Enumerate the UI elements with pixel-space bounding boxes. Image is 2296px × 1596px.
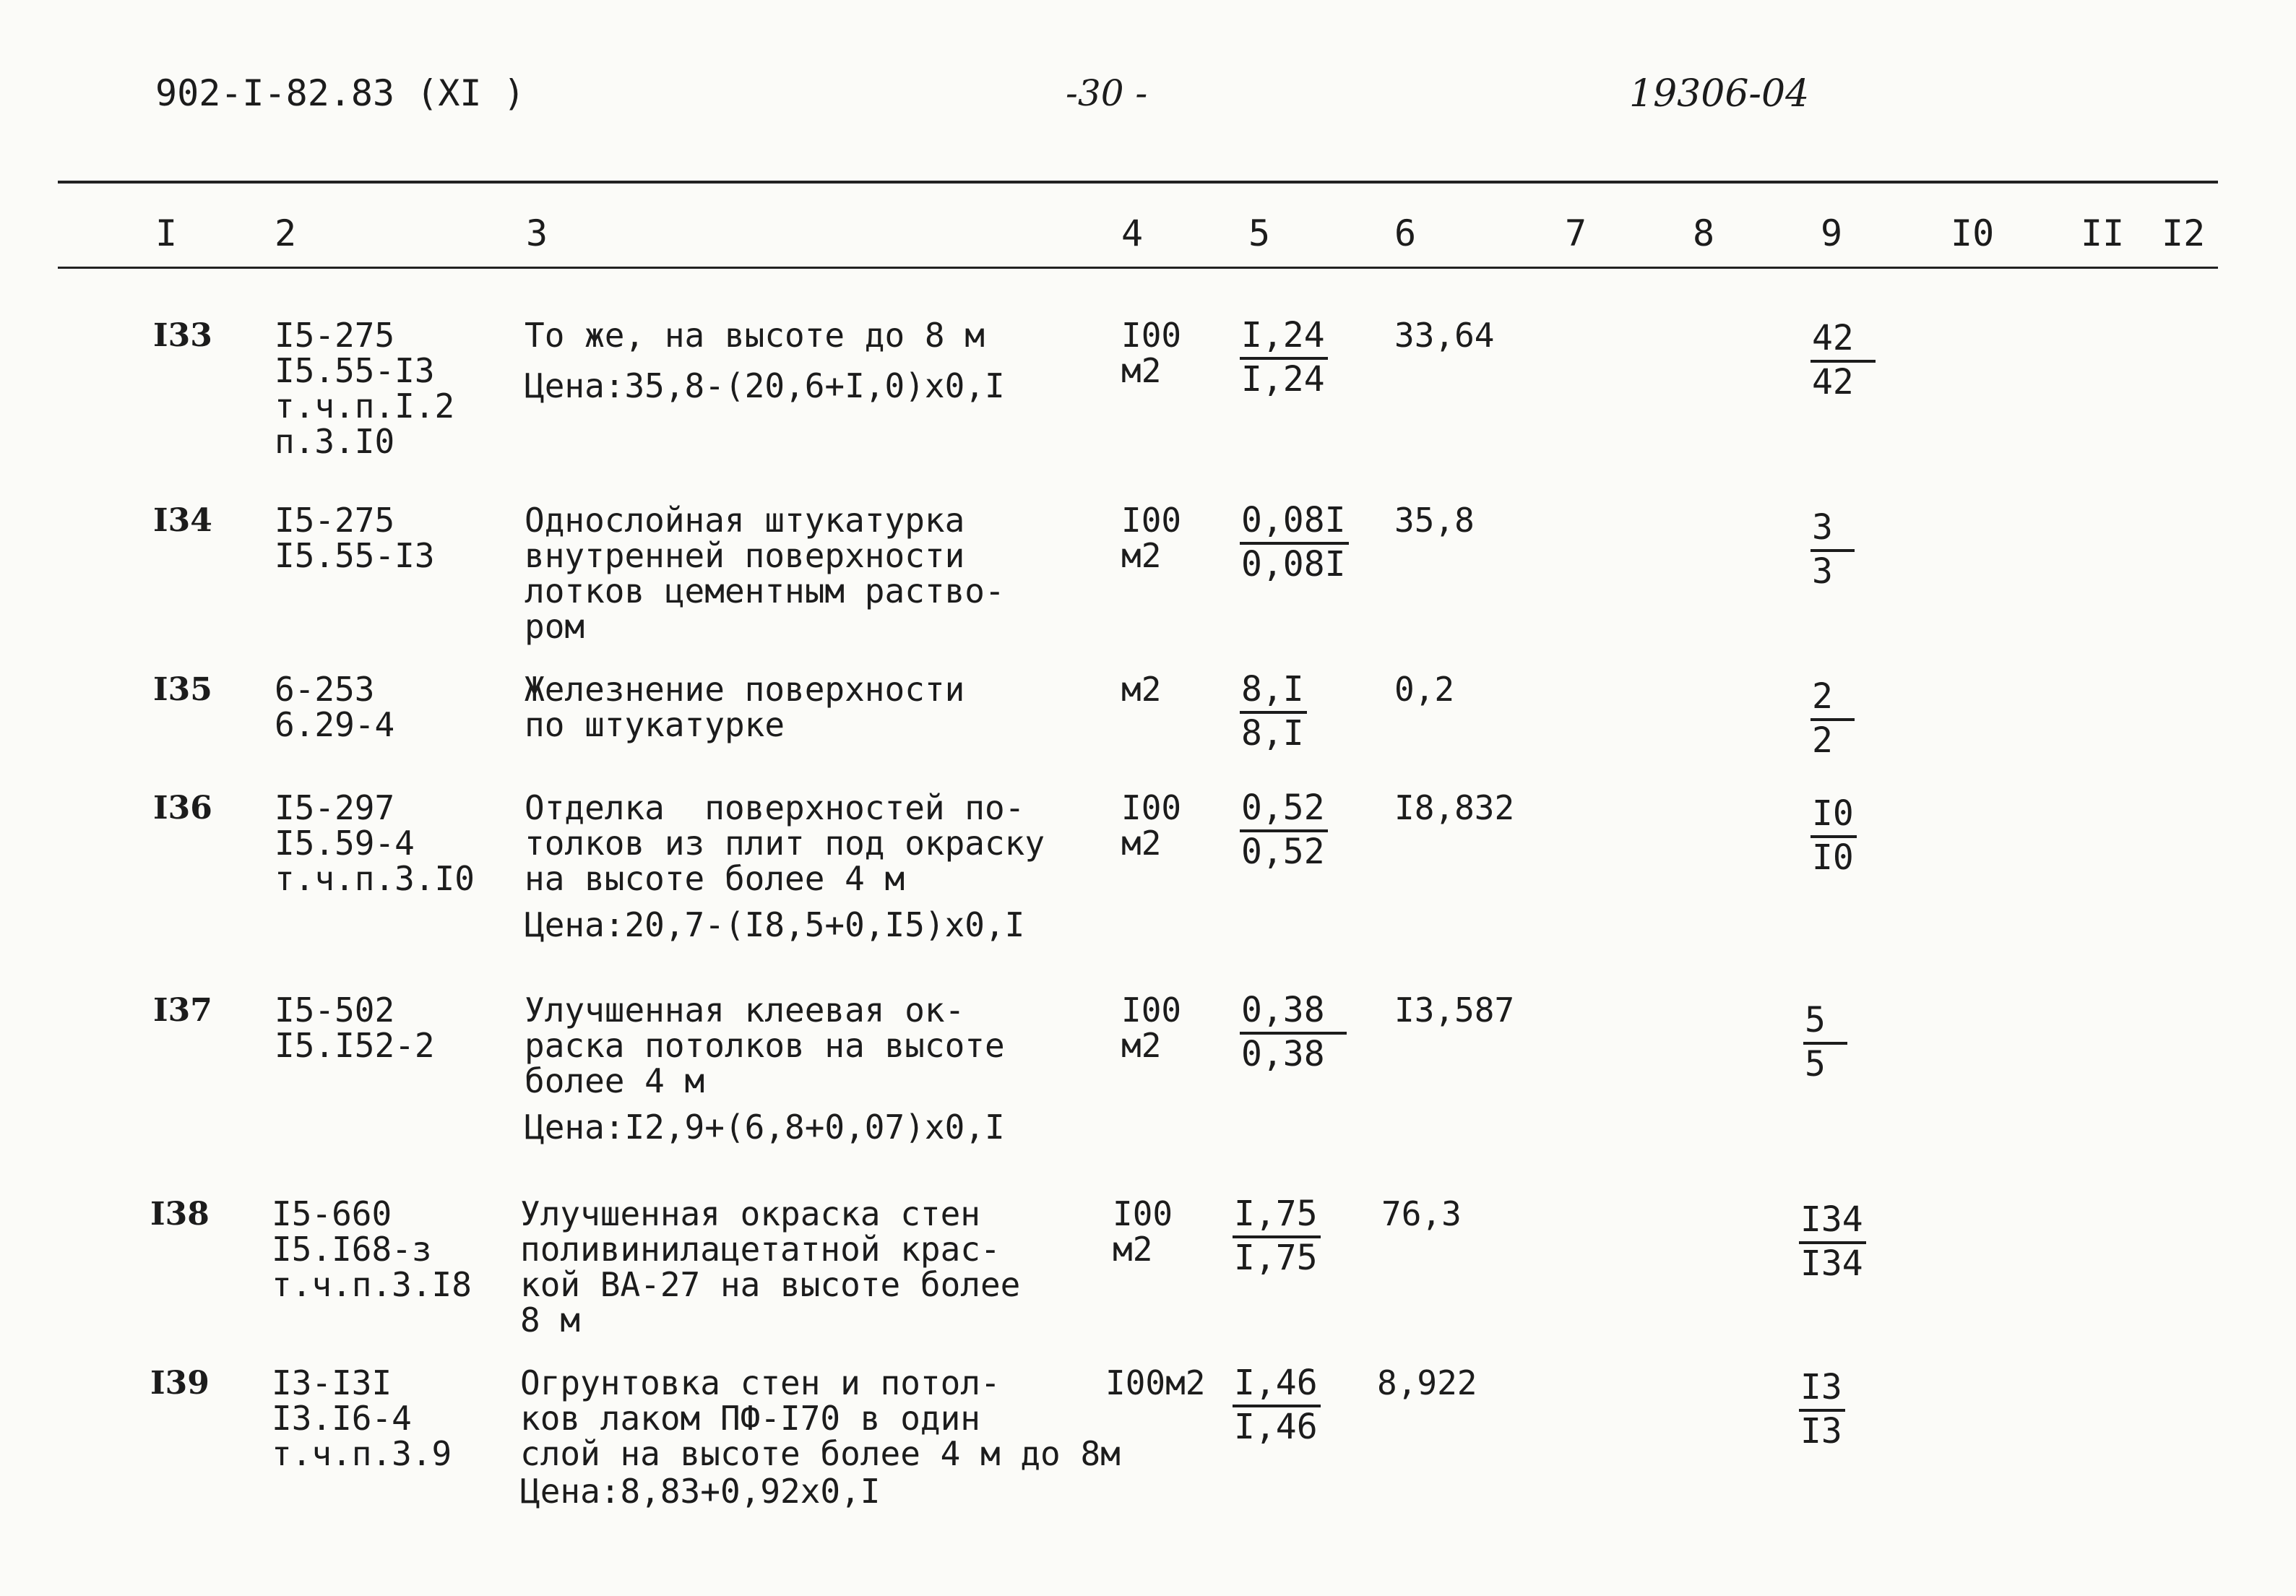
page-number: -30 - bbox=[1066, 72, 1148, 114]
col9-bottom: I0 bbox=[1812, 837, 1854, 878]
quantity-top: 0,08I bbox=[1240, 501, 1349, 545]
quantity-top: 0,52 bbox=[1240, 789, 1328, 832]
unit-value: 35,8 bbox=[1394, 501, 1475, 540]
unit: I00 м2 bbox=[1121, 316, 1182, 390]
unit-value: I3,587 bbox=[1394, 991, 1515, 1030]
row-number: I33 bbox=[153, 317, 212, 354]
row-number: I36 bbox=[153, 790, 212, 827]
row-number: I37 bbox=[153, 992, 212, 1029]
col9-top: I34 bbox=[1799, 1201, 1866, 1244]
unit-value: I8,832 bbox=[1394, 788, 1515, 827]
table-top-rule bbox=[58, 181, 2218, 184]
price-formula: Цена:8,83+0,92x0,I bbox=[520, 1472, 881, 1511]
col9-bottom: 2 bbox=[1812, 720, 1833, 761]
document-number: 19306-04 bbox=[1629, 72, 1810, 116]
col9-top: 3 bbox=[1811, 509, 1855, 552]
unit: I00 м2 bbox=[1121, 788, 1182, 863]
quantity-bottom: 0,38 bbox=[1241, 1034, 1325, 1074]
work-description: То же, на высоте до 8 м bbox=[525, 316, 985, 355]
quantity-fraction bbox=[1233, 1194, 1321, 1277]
norm-codes: I5-275 I5.55-I3 т.ч.п.I.2 п.3.I0 bbox=[275, 316, 455, 461]
column-header-rule bbox=[58, 267, 2218, 269]
unit: I00 м2 bbox=[1113, 1194, 1173, 1269]
document-code: 902-I-82.83 (XI ) bbox=[155, 72, 525, 114]
unit-value: 76,3 bbox=[1381, 1194, 1462, 1233]
quantity-fraction bbox=[1233, 1363, 1321, 1446]
quantity-bottom: I,75 bbox=[1234, 1238, 1318, 1278]
quantity-fraction bbox=[1240, 315, 1328, 399]
unit: I00м2 bbox=[1105, 1363, 1206, 1402]
col9-bottom: I34 bbox=[1800, 1243, 1863, 1284]
col9-fraction bbox=[1811, 318, 1876, 402]
quantity-fraction bbox=[1240, 500, 1349, 584]
col9-fraction bbox=[1799, 1367, 1845, 1451]
column-number: 4 bbox=[1121, 212, 1144, 254]
quantity-top: I,46 bbox=[1233, 1364, 1321, 1407]
col9-bottom: I3 bbox=[1800, 1411, 1842, 1452]
quantity-top: I,24 bbox=[1240, 316, 1328, 360]
col9-bottom: 5 bbox=[1805, 1044, 1826, 1084]
col9-top: 5 bbox=[1803, 1001, 1847, 1045]
quantity-fraction bbox=[1240, 990, 1347, 1074]
quantity-bottom: I,46 bbox=[1234, 1407, 1318, 1447]
column-number: 6 bbox=[1394, 212, 1417, 254]
row-number: I38 bbox=[150, 1196, 210, 1233]
column-number: 7 bbox=[1565, 212, 1587, 254]
col9-top: 2 bbox=[1811, 678, 1855, 721]
work-description: Отделка поверхностей по- толков из плит под окраску на высоте более 4 м bbox=[525, 788, 1045, 898]
price-formula: Цена:I2,9+(6,8+0,07)x0,I bbox=[525, 1108, 1005, 1147]
column-number: 5 bbox=[1248, 212, 1271, 254]
work-description: Однослойная штукатурка внутренней поверхности лотков цементным раство- ром bbox=[525, 501, 1005, 646]
quantity-bottom: 0,08I bbox=[1241, 544, 1346, 585]
column-number: 2 bbox=[275, 212, 297, 254]
col9-fraction bbox=[1811, 793, 1857, 877]
norm-codes: I3-I3I I3.I6-4 т.ч.п.3.9 bbox=[272, 1363, 452, 1473]
column-number: I2 bbox=[2162, 212, 2206, 254]
quantity-bottom: 8,I bbox=[1241, 713, 1304, 754]
col9-fraction bbox=[1799, 1199, 1866, 1283]
work-description: Улучшенная окраска стен поливинилацетатной крас- кой ВА-27 на высоте более 8 м bbox=[520, 1194, 1021, 1340]
work-description: Железнение поверхности по штукатурке bbox=[525, 670, 965, 744]
norm-codes: I5-502 I5.I52-2 bbox=[275, 991, 435, 1065]
column-number: II bbox=[2081, 212, 2125, 254]
row-number: I34 bbox=[153, 502, 212, 539]
unit-value: 8,922 bbox=[1377, 1363, 1477, 1402]
price-formula: Цена:20,7-(I8,5+0,I5)x0,I bbox=[525, 905, 1025, 944]
quantity-top: I,75 bbox=[1233, 1195, 1321, 1238]
unit: м2 bbox=[1121, 670, 1162, 709]
work-description: Огрунтовка стен и потол- ков лаком ПФ-I70 в один слой на высоте более 4 м до 8м bbox=[520, 1363, 1121, 1473]
row-number: I39 bbox=[150, 1365, 210, 1402]
col9-fraction bbox=[1811, 676, 1855, 760]
col9-bottom: 3 bbox=[1812, 551, 1833, 592]
quantity-top: 8,I bbox=[1240, 670, 1307, 714]
unit: I00 м2 bbox=[1121, 501, 1182, 575]
column-number: I bbox=[155, 212, 178, 254]
quantity-fraction bbox=[1240, 788, 1328, 871]
price-formula: Цена:35,8-(20,6+I,0)x0,I bbox=[525, 366, 1005, 405]
col9-bottom: 42 bbox=[1812, 362, 1854, 402]
column-number: 9 bbox=[1821, 212, 1843, 254]
column-number: 8 bbox=[1693, 212, 1715, 254]
work-description: Улучшенная клеевая ок- раска потолков на высоте более 4 м bbox=[525, 991, 1005, 1100]
norm-codes: I5-297 I5.59-4 т.ч.п.3.I0 bbox=[275, 788, 475, 898]
quantity-fraction bbox=[1240, 669, 1307, 753]
col9-top: I3 bbox=[1799, 1368, 1845, 1412]
row-number: I35 bbox=[153, 671, 212, 708]
col9-fraction bbox=[1811, 507, 1855, 591]
quantity-bottom: I,24 bbox=[1241, 359, 1325, 400]
norm-codes: I5-275 I5.55-I3 bbox=[275, 501, 435, 575]
quantity-top: 0,38 bbox=[1240, 991, 1347, 1035]
norm-codes: 6-253 6.29-4 bbox=[275, 670, 395, 744]
unit-value: 33,64 bbox=[1394, 316, 1495, 355]
column-number: I0 bbox=[1951, 212, 1995, 254]
quantity-bottom: 0,52 bbox=[1241, 832, 1325, 872]
norm-codes: I5-660 I5.I68-з т.ч.п.3.I8 bbox=[272, 1194, 472, 1304]
col9-top: 42 bbox=[1811, 319, 1876, 363]
unit-value: 0,2 bbox=[1394, 670, 1455, 709]
column-number: 3 bbox=[526, 212, 548, 254]
col9-fraction bbox=[1803, 1000, 1847, 1084]
col9-top: I0 bbox=[1811, 795, 1857, 838]
unit: I00 м2 bbox=[1121, 991, 1182, 1065]
